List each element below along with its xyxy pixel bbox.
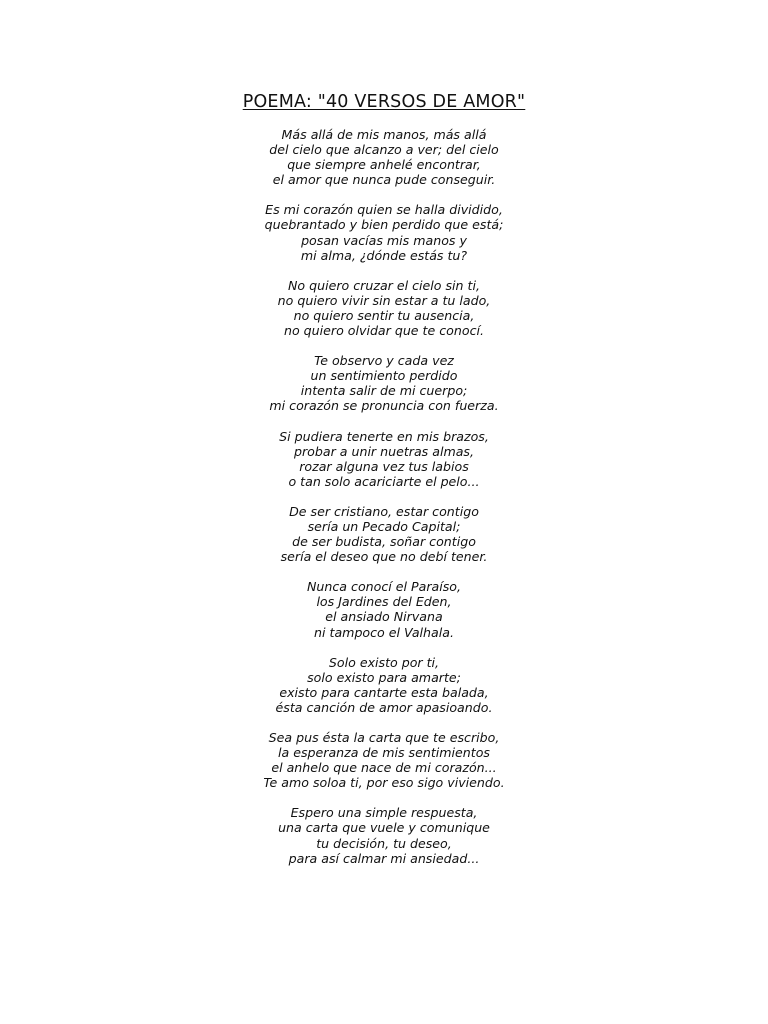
poem-line: un sentimiento perdido [310, 368, 458, 384]
poem-line: Nunca conocí el Paraíso, [307, 579, 461, 595]
stanza-9 [0, 730, 768, 790]
poem-line: el ansiado Nirvana [325, 609, 443, 625]
poem-line: los Jardines del Eden, [316, 594, 452, 610]
poem-body [0, 127, 768, 881]
poem-title: POEMA: "40 VERSOS DE AMOR" [242, 92, 526, 112]
poem-line: Espero una simple respuesta, [290, 805, 478, 821]
stanza-8 [0, 655, 768, 715]
poem-line: la esperanza de mis sentimientos [278, 745, 490, 761]
poem-line: ni tampoco el Valhala. [314, 624, 454, 640]
poem-line: posan vacías mis manos y [301, 232, 467, 248]
poem-line: sería el deseo que no debí tener. [280, 549, 488, 565]
stanza-3 [0, 278, 768, 338]
poem-line: de ser budista, soñar contigo [292, 534, 476, 550]
poem-line: no quiero sentir tu ausencia, [293, 307, 475, 323]
stanza-1 [0, 127, 768, 187]
stanza-2 [0, 202, 768, 262]
poem-line: Te observo y cada vez [314, 353, 454, 369]
poem-line: No quiero cruzar el cielo sin ti, [288, 277, 480, 293]
stanza-4 [0, 353, 768, 413]
poem-line: para así calmar mi ansiedad... [288, 850, 480, 866]
poem-line: una carta que vuele y comunique [278, 820, 490, 836]
poem-line: Te amo soloa ti, por eso sigo viviendo. [263, 775, 505, 791]
stanza-10 [0, 805, 768, 865]
poem-line: probar a unir nuetras almas, [293, 443, 474, 459]
stanza-6 [0, 504, 768, 564]
poem-line: Si pudiera tenerte en mis brazos, [279, 428, 489, 444]
poem-line: el anhelo que nace de mi corazón... [271, 760, 497, 776]
poem-line: no quiero olvidar que te conocí. [283, 323, 484, 339]
poem-line: Sea pus ésta la carta que te escribo, [268, 730, 500, 745]
poem-line: quebrantado y bien perdido que está; [264, 217, 504, 233]
poem-line: mi corazón se pronuncia con fuerza. [269, 398, 499, 414]
poem-line: Es mi corazón quien se halla dividido, [265, 202, 503, 218]
poem-line: solo existo para amarte; [307, 669, 461, 685]
poem-line: ésta canción de amor apasioando. [275, 699, 493, 715]
poem-line: mi alma, ¿dónde estás tu? [300, 247, 468, 263]
poem-line: del cielo que alcanzo a ver; del cielo [269, 142, 499, 158]
stanza-5 [0, 429, 768, 489]
poem-line: sería un Pecado Capital; [307, 518, 461, 534]
poem-line: intenta salir de mi cuerpo; [300, 383, 468, 399]
poem-line: De ser cristiano, estar contigo [289, 503, 479, 519]
poem-line: Más allá de mis manos, más allá [281, 127, 487, 142]
poem-line: el amor que nunca pude conseguir. [272, 172, 496, 188]
poem-line: o tan solo acariciarte el pelo... [288, 473, 480, 489]
poem-line: Solo existo por ti, [328, 654, 440, 670]
poem-line: no quiero vivir sin estar a tu lado, [277, 292, 491, 308]
poem-line: rozar alguna vez tus labios [299, 458, 469, 474]
poem-line: tu decisión, tu deseo, [316, 835, 452, 851]
poem-line: existo para cantarte esta balada, [279, 684, 489, 700]
poem-line: que siempre anhelé encontrar, [287, 157, 481, 173]
stanza-7 [0, 579, 768, 639]
